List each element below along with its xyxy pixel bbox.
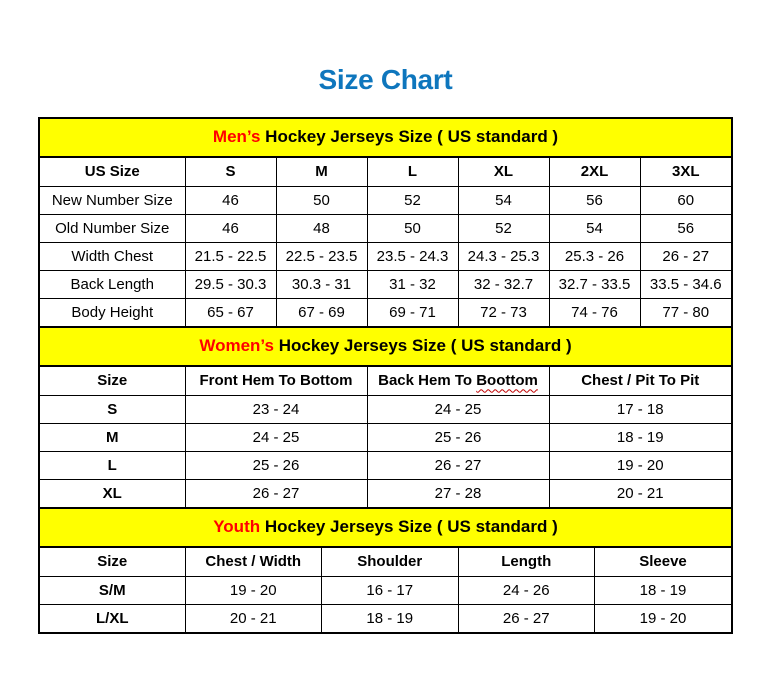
column-header: US Size (40, 158, 185, 186)
cell: 24 - 25 (367, 395, 549, 423)
cell: 69 - 71 (367, 298, 458, 326)
mens-section (38, 117, 733, 328)
row-header: S (40, 395, 185, 423)
cell: 52 (367, 186, 458, 214)
cell: 18 - 19 (549, 423, 731, 451)
page-title: Size Chart (318, 64, 453, 95)
cell: 20 - 21 (185, 604, 322, 632)
cell: 19 - 20 (185, 576, 322, 604)
cell: 26 - 27 (367, 451, 549, 479)
cell: 23.5 - 24.3 (367, 242, 458, 270)
cell: 74 - 76 (549, 298, 640, 326)
table-row (40, 270, 731, 298)
cell: 33.5 - 34.6 (640, 270, 731, 298)
table-row (40, 479, 731, 507)
table-row (40, 395, 731, 423)
column-header: Size (40, 548, 185, 576)
cell: 67 - 69 (276, 298, 367, 326)
column-header-text: Back Hem To (378, 372, 477, 390)
column-header: 2XL (549, 158, 640, 186)
cell: 50 (276, 186, 367, 214)
cell: 54 (549, 214, 640, 242)
table-row (40, 298, 731, 326)
table-row (40, 242, 731, 270)
column-header: XL (458, 158, 549, 186)
cell: 56 (640, 214, 731, 242)
cell: 60 (640, 186, 731, 214)
table-row (40, 576, 731, 604)
cell: 65 - 67 (185, 298, 276, 326)
cell: 26 - 27 (640, 242, 731, 270)
column-header (367, 367, 549, 395)
column-header: Chest / Pit To Pit (549, 367, 731, 395)
cell: 50 (367, 214, 458, 242)
column-header: Shoulder (322, 548, 459, 576)
cell: 54 (458, 186, 549, 214)
row-header: Old Number Size (40, 214, 185, 242)
youth-highlight-label: Youth (213, 517, 261, 536)
row-header: L/XL (40, 604, 185, 632)
cell: 16 - 17 (322, 576, 459, 604)
cell: 25 - 26 (185, 451, 367, 479)
row-header: Body Height (40, 298, 185, 326)
column-header: L (367, 158, 458, 186)
womens-highlight-label: Women’s (199, 336, 274, 355)
womens-size-table (40, 367, 731, 507)
womens-section-band (40, 328, 731, 367)
column-header: S (185, 158, 276, 186)
cell: 24 - 25 (185, 423, 367, 451)
cell: 19 - 20 (549, 451, 731, 479)
mens-header-row (40, 158, 731, 186)
size-chart (38, 117, 733, 634)
womens-band-text: Hockey Jerseys Size ( US standard ) (273, 336, 572, 355)
cell: 24 - 26 (458, 576, 595, 604)
table-row (40, 451, 731, 479)
mens-section-band (40, 119, 731, 158)
cell: 25.3 - 26 (549, 242, 640, 270)
cell: 21.5 - 22.5 (185, 242, 276, 270)
cell: 48 (276, 214, 367, 242)
column-header: Size (40, 367, 185, 395)
row-header: Back Length (40, 270, 185, 298)
column-header: Chest / Width (185, 548, 322, 576)
cell: 72 - 73 (458, 298, 549, 326)
table-row (40, 186, 731, 214)
page (38, 0, 733, 634)
column-header: M (276, 158, 367, 186)
cell: 22.5 - 23.5 (276, 242, 367, 270)
table-row (40, 423, 731, 451)
cell: 23 - 24 (185, 395, 367, 423)
misspelled-word: Boottom (476, 372, 538, 390)
column-header: 3XL (640, 158, 731, 186)
table-row (40, 214, 731, 242)
cell: 18 - 19 (595, 576, 732, 604)
row-header: S/M (40, 576, 185, 604)
cell: 25 - 26 (367, 423, 549, 451)
cell: 27 - 28 (367, 479, 549, 507)
row-header: New Number Size (40, 186, 185, 214)
mens-size-table (40, 158, 731, 326)
mens-highlight-label: Men’s (212, 127, 261, 146)
cell: 56 (549, 186, 640, 214)
cell: 20 - 21 (549, 479, 731, 507)
youth-section-band (40, 509, 731, 548)
cell: 24.3 - 25.3 (458, 242, 549, 270)
youth-band-text: Hockey Jerseys Size ( US standard ) (260, 517, 558, 536)
cell: 46 (185, 186, 276, 214)
cell: 19 - 20 (595, 604, 732, 632)
column-header: Sleeve (595, 548, 732, 576)
cell: 30.3 - 31 (276, 270, 367, 298)
row-header: XL (40, 479, 185, 507)
table-row (40, 604, 731, 632)
youth-section (38, 509, 733, 634)
cell: 26 - 27 (185, 479, 367, 507)
cell: 26 - 27 (458, 604, 595, 632)
mens-band-text: Hockey Jerseys Size ( US standard ) (260, 127, 559, 146)
column-header: Front Hem To Bottom (185, 367, 367, 395)
womens-section (38, 328, 733, 509)
row-header: L (40, 451, 185, 479)
cell: 31 - 32 (367, 270, 458, 298)
row-header: M (40, 423, 185, 451)
youth-size-table (40, 548, 731, 632)
row-header: Width Chest (40, 242, 185, 270)
womens-header-row (40, 367, 731, 395)
cell: 29.5 - 30.3 (185, 270, 276, 298)
cell: 32 - 32.7 (458, 270, 549, 298)
cell: 46 (185, 214, 276, 242)
cell: 17 - 18 (549, 395, 731, 423)
youth-header-row (40, 548, 731, 576)
cell: 18 - 19 (322, 604, 459, 632)
cell: 77 - 80 (640, 298, 731, 326)
cell: 32.7 - 33.5 (549, 270, 640, 298)
column-header: Length (458, 548, 595, 576)
cell: 52 (458, 214, 549, 242)
